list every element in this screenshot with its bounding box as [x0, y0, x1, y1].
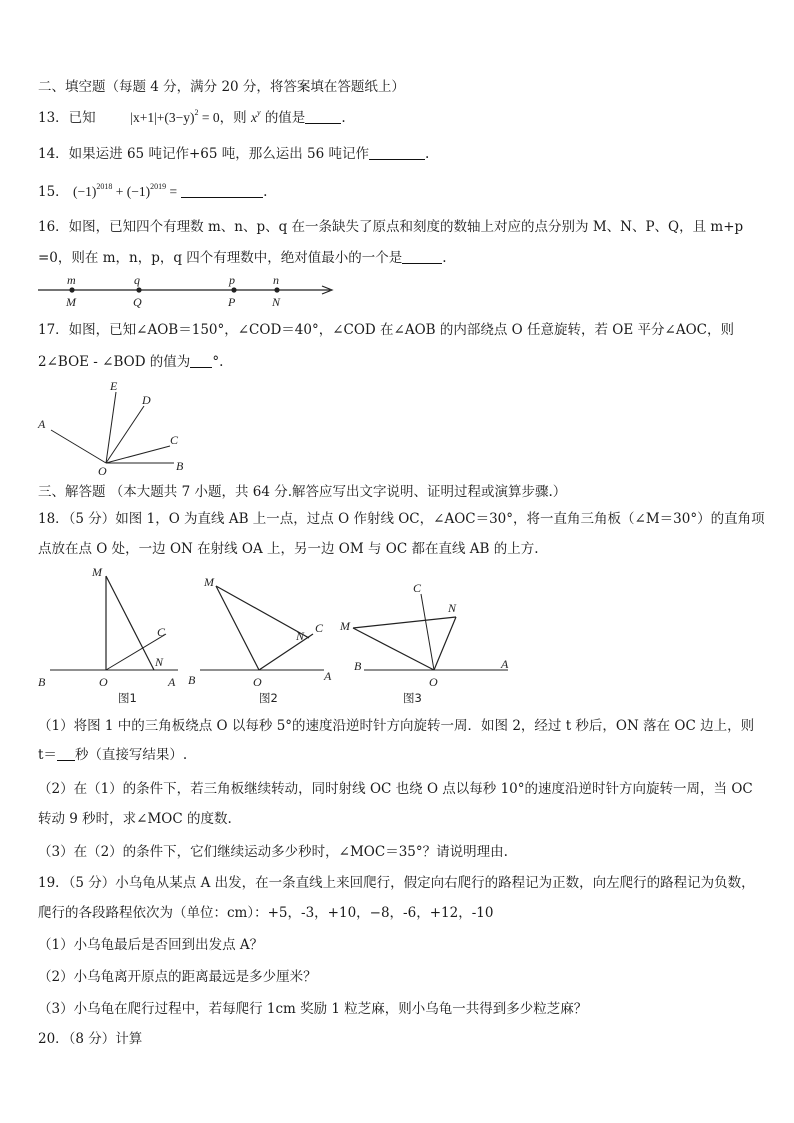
- q15-expression: $(-1)^{2018} + (-1)^{2019}$ =: [72, 182, 178, 199]
- point-m: [69, 287, 74, 292]
- label-A: A: [324, 669, 332, 683]
- question-18-part-2-line-1: （2）在（1）的条件下，若三角板继续转动，同时射线 OC 也绕 O 点以每秒 10°的速度沿逆时针方向旋转一周，当 OC: [38, 781, 753, 797]
- label-B: B: [354, 659, 362, 673]
- question-17-line-1: 17．如图，已知∠AOB＝150°，∠COD＝40°，∠COD 在∠AOB 的内部绕点 O 任意旋转，若 OE 平分∠AOC，则: [38, 322, 734, 338]
- side-ON: [434, 617, 456, 670]
- side-OM: [353, 628, 434, 670]
- question-16-line-2: =0，则在 m，n，p，q 四个有理数中，绝对值最小的一个是 .: [38, 250, 447, 266]
- side-ON-on-OC: [259, 634, 313, 670]
- question-18-part-1-line-2: t＝ 秒（直接写结果）.: [38, 747, 188, 763]
- question-15: 15． $(-1)^{2018} + (-1)^{2019}$ = .: [38, 182, 268, 200]
- label-C: C: [315, 621, 324, 635]
- label-C: C: [413, 581, 422, 595]
- label-A: A: [501, 657, 509, 671]
- section-2-title: 二、填空题（每题 4 分，满分 20 分，将答案填在答题纸上）: [38, 79, 405, 95]
- label-A: A: [38, 417, 46, 431]
- label-D: D: [142, 393, 151, 407]
- question-18-part-1-line-1: （1）将图 1 中的三角板绕点 O 以每秒 5°的速度沿逆时针方向旋转一周．如图 2，经过 t 秒后，ON 落在 OC 边上，则: [38, 718, 755, 734]
- q13-power: $x^y$: [250, 108, 261, 125]
- ray-OE: [106, 392, 116, 463]
- ray-OC: [421, 594, 434, 670]
- label-N: N: [155, 655, 164, 669]
- label-P: P: [228, 295, 236, 309]
- q13-equation: $|x+1|+(3-y)^2 = 0$: [130, 108, 220, 125]
- figure-2-caption: 图2: [259, 691, 278, 705]
- label-N: N: [296, 629, 305, 643]
- q13-answer-blank[interactable]: [305, 110, 341, 124]
- label-n: n: [273, 273, 279, 287]
- side-MN: [353, 617, 456, 628]
- q15-answer-blank[interactable]: [181, 184, 263, 198]
- label-M: M: [66, 295, 76, 309]
- label-M: M: [92, 565, 102, 579]
- label-q: q: [134, 273, 140, 287]
- q17-answer-blank[interactable]: [190, 354, 212, 368]
- question-16-line-1: 16．如图，已知四个有理数 m、n、p、q 在一条缺失了原点和刻度的数轴上对应的点分别为 M、N、P、Q，且 m+p: [38, 219, 744, 235]
- figure-1-caption: 图1: [118, 691, 137, 705]
- label-N: N: [272, 295, 281, 309]
- point-q: [136, 287, 141, 292]
- label-B: B: [176, 459, 184, 473]
- label-C: C: [170, 433, 179, 447]
- label-m: m: [67, 273, 76, 287]
- label-E: E: [110, 379, 118, 393]
- label-O: O: [253, 675, 262, 689]
- label-A: A: [168, 675, 176, 689]
- section-3-title: 三、解答题 （本大题共 7 小题，共 64 分.解答应写出文字说明、证明过程或演算步骤.）: [38, 484, 567, 500]
- q16-number-line-figure: [36, 270, 336, 310]
- figure-3-caption: 图3: [403, 691, 422, 705]
- question-18-line-1: 18．（5 分）如图 1，O 为直线 AB 上一点，过点 O 作射线 OC，∠AOC＝30°，将一直角三角板（∠M＝30°）的直角项: [38, 511, 765, 527]
- label-B: B: [188, 673, 196, 687]
- question-19-part-3: （3）小乌龟在爬行过程中，若每爬行 1cm 奖励 1 粒芝麻，则小乌龟一共得到多少粒芝麻？: [38, 1001, 588, 1017]
- question-18-part-3: （3）在（2）的条件下，它们继续运动多少秒时，∠MOC＝35°？请说明理由.: [38, 844, 508, 860]
- question-14: 14．如果运进 65 吨记作+65 吨，那么运出 56 吨记作 .: [38, 146, 430, 162]
- q17-angle-figure: [36, 376, 206, 476]
- point-n: [274, 287, 279, 292]
- question-18-line-2: 点放在点 O 处，一边 ON 在射线 OA 上，另一边 OM 与 OC 都在直线 AB 的上方.: [38, 541, 539, 557]
- q13-number: 13．已知: [38, 110, 96, 126]
- label-N: N: [448, 601, 457, 615]
- label-C: C: [157, 625, 166, 639]
- question-19-part-2: （2）小乌龟离开原点的距离最远是多少厘米？: [38, 969, 317, 985]
- q18-figure-2: [186, 562, 336, 707]
- q16-answer-blank[interactable]: [402, 250, 442, 264]
- label-O: O: [99, 675, 108, 689]
- q18-figure-1: [36, 562, 186, 707]
- label-Q: Q: [133, 295, 142, 309]
- q14-answer-blank[interactable]: [369, 146, 425, 160]
- question-19-line-2: 爬行的各段路程依次为（单位：cm）：+5，-3，+10，−8，-6，+12，-10: [38, 905, 494, 921]
- q18-figure-3: [336, 562, 526, 707]
- question-17-line-2: 2∠BOE - ∠BOD 的值为 °.: [38, 354, 224, 370]
- question-19-part-1: （1）小乌龟最后是否回到出发点 A？: [38, 937, 264, 953]
- question-18-part-2-line-2: 转动 9 秒时，求∠MOC 的度数.: [38, 811, 232, 827]
- question-20: 20．（8 分）计算: [38, 1031, 143, 1047]
- question-13: 13．已知 $|x+1|+(3-y)^2 = 0$，则 $x^y$ 的值是 .: [38, 108, 346, 126]
- q18-answer-blank[interactable]: [57, 747, 75, 761]
- point-p: [231, 287, 236, 292]
- label-O: O: [429, 675, 438, 689]
- label-O: O: [98, 464, 107, 478]
- label-M: M: [340, 619, 350, 633]
- label-B: B: [38, 675, 46, 689]
- ray-OA: [51, 430, 106, 463]
- label-M: M: [204, 575, 214, 589]
- label-p: p: [229, 273, 235, 287]
- question-19-line-1: 19．（5 分）小乌龟从某点 A 出发，在一条直线上来回爬行，假定向右爬行的路程记为正数，向左爬行的路程记为负数，: [38, 875, 755, 891]
